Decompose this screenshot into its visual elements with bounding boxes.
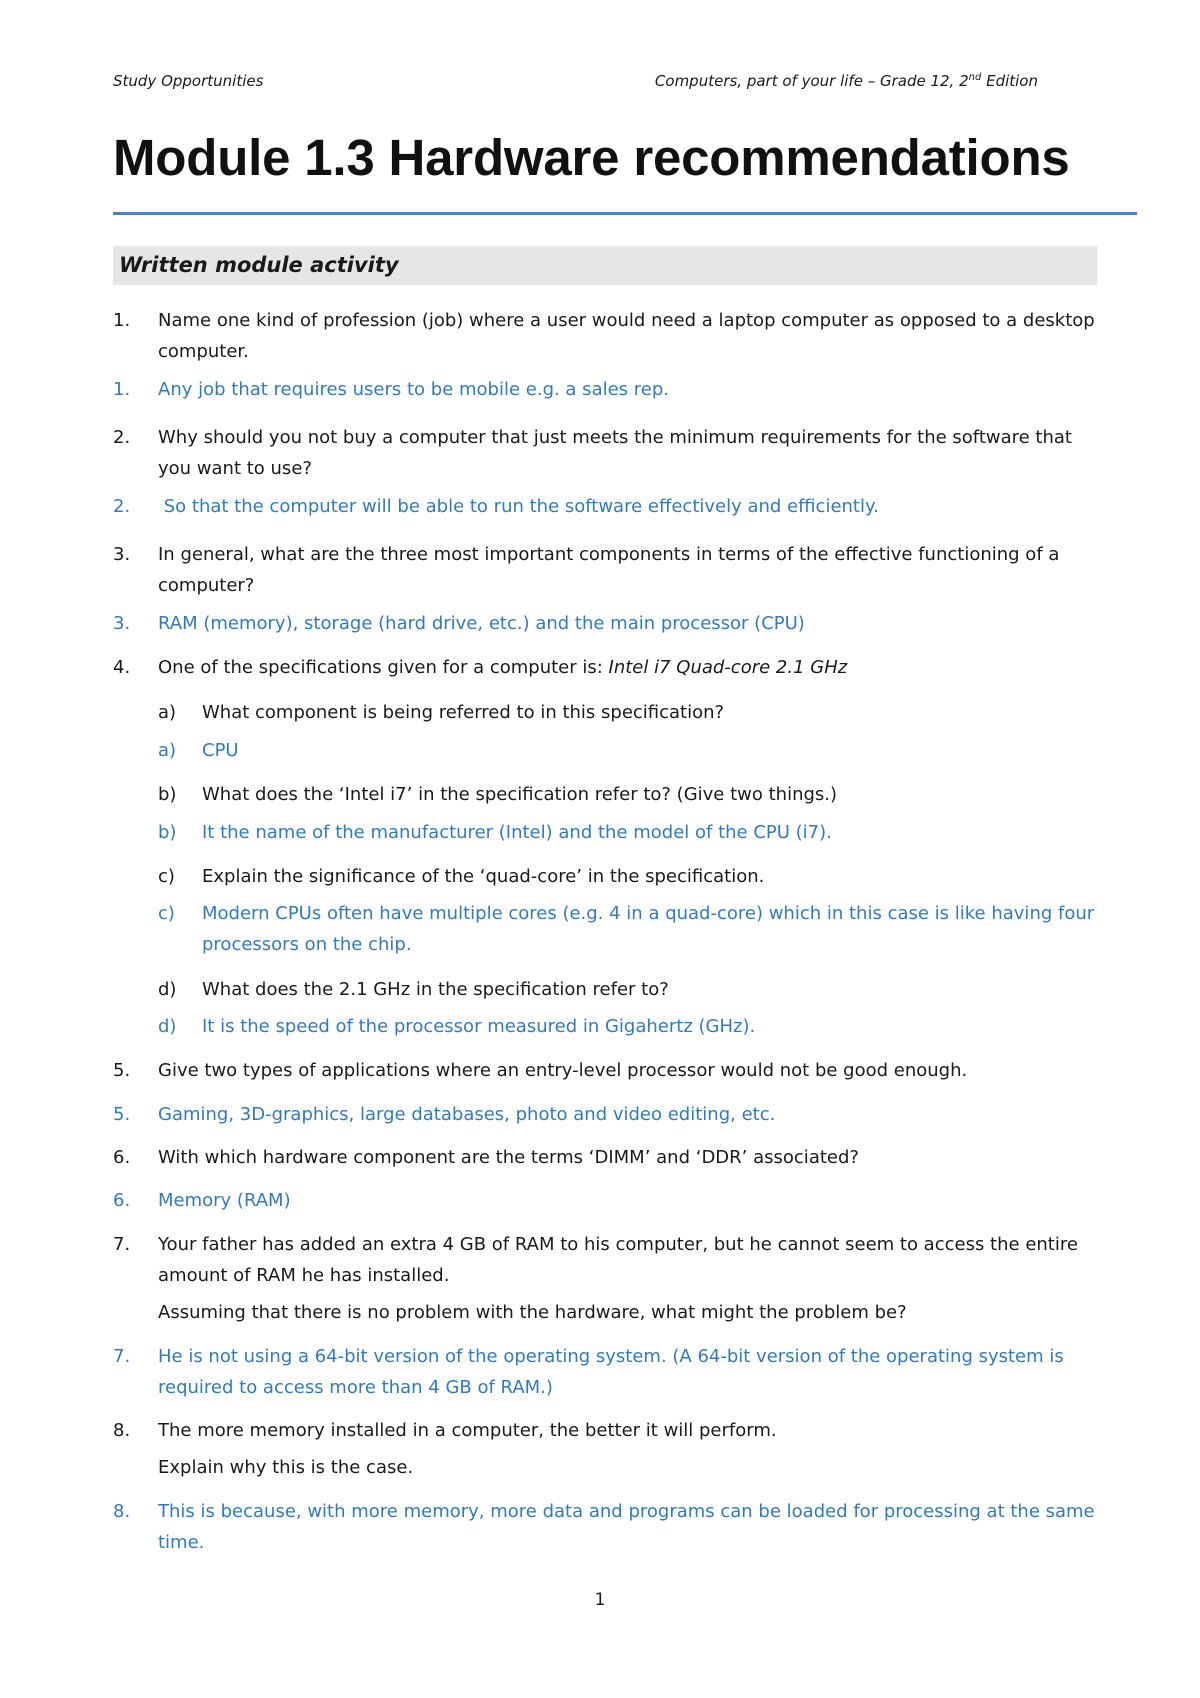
question-number: 3.: [113, 544, 131, 565]
question-text: Give two types of applications where an entry-level processor would not be good enough.: [158, 1060, 968, 1081]
answer-number: 3.: [113, 613, 131, 634]
subanswer-letter: c): [158, 903, 175, 924]
subquestion-letter: b): [158, 784, 177, 805]
question-text: [158, 652, 1106, 683]
page-number: 1: [594, 1590, 606, 1610]
section-heading: Written module activity: [119, 253, 399, 277]
answer-number: 7.: [113, 1346, 131, 1367]
question-number: 7.: [113, 1234, 131, 1255]
answer-number: 1.: [113, 379, 131, 400]
answer-text: So that the computer will be able to run the software effectively and efficiently.: [158, 496, 879, 517]
title-rule: [113, 212, 1137, 215]
question-text: The more memory installed in a computer, the better it will perform.: [158, 1420, 777, 1441]
subquestion-letter: a): [158, 702, 177, 723]
question-number: 6.: [113, 1147, 131, 1168]
subanswer-letter: b): [158, 822, 177, 843]
answer-text: This is because, with more memory, more data and programs can be loaded for processing at the same time.: [158, 1501, 1095, 1553]
subanswer-text: Modern CPUs often have multiple cores (e.g. 4 in a quad-core) which in this case is like having four processors on the chip.: [202, 903, 1095, 955]
question-text: Why should you not buy a computer that just meets the minimum requirements for the software that you want to use?: [158, 427, 1072, 479]
header-right: [655, 72, 1038, 90]
question-text: Your father has added an extra 4 GB of RAM to his computer, but he cannot seem to access the entire amount of RAM he has installed.: [158, 1234, 1078, 1286]
page-title: Module 1.3 Hardware recommendations: [113, 129, 1070, 186]
question-text: Name one kind of profession (job) where a user would need a laptop computer as opposed to a desktop computer.: [158, 310, 1095, 362]
question-number: 1.: [113, 310, 131, 331]
question-number: 4.: [113, 657, 131, 678]
subquestion-letter: d): [158, 979, 177, 1000]
answer-text: RAM (memory), storage (hard drive, etc.) and the main processor (CPU): [158, 613, 805, 634]
question-text-plain: One of the specifications given for a computer is:: [158, 657, 609, 678]
subquestion-text: What component is being referred to in this specification?: [202, 702, 725, 723]
header-left: Study Opportunities: [113, 72, 264, 90]
section-heading-box: [113, 246, 1097, 285]
answer-text: Memory (RAM): [158, 1190, 291, 1211]
subanswer-letter: d): [158, 1016, 177, 1037]
subanswer-text: It the name of the manufacturer (Intel) and the model of the CPU (i7).: [202, 822, 832, 843]
subanswer-text: It is the speed of the processor measured in Gigahertz (GHz).: [202, 1016, 756, 1037]
header-right-tail: Edition: [981, 72, 1038, 90]
subquestion-text: Explain the significance of the ‘quad-core’ in the specification.: [202, 866, 765, 887]
answer-number: 6.: [113, 1190, 131, 1211]
answer-text: Any job that requires users to be mobile e.g. a sales rep.: [158, 379, 669, 400]
answer-number: 8.: [113, 1501, 131, 1522]
subanswer-text: CPU: [202, 740, 239, 761]
question-text: With which hardware component are the terms ‘DIMM’ and ‘DDR’ associated?: [158, 1147, 859, 1168]
subanswer-letter: a): [158, 740, 177, 761]
answer-number: 5.: [113, 1104, 131, 1125]
header-right-sup: nd: [968, 72, 982, 83]
answer-text: He is not using a 64-bit version of the operating system. (A 64-bit version of the operating system is required to access more than 4 GB of RAM.): [158, 1346, 1064, 1398]
answer-number: 2.: [113, 496, 131, 517]
question-number: 8.: [113, 1420, 131, 1441]
question-text: Explain why this is the case.: [158, 1457, 414, 1478]
question-text: In general, what are the three most important components in terms of the effective functioning of a computer?: [158, 544, 1060, 596]
subquestion-letter: c): [158, 866, 175, 887]
subquestion-text: What does the 2.1 GHz in the specification refer to?: [202, 979, 669, 1000]
answer-text: Gaming, 3D-graphics, large databases, photo and video editing, etc.: [158, 1104, 776, 1125]
question-number: 5.: [113, 1060, 131, 1081]
question-number: 2.: [113, 427, 131, 448]
question-text: Assuming that there is no problem with the hardware, what might the problem be?: [158, 1302, 907, 1323]
subquestion-text: What does the ‘Intel i7’ in the specification refer to? (Give two things.): [202, 784, 838, 805]
header-right-main: Computers, part of your life – Grade 12, 2: [654, 72, 969, 90]
question-spec-italic: Intel i7 Quad-core 2.1 GHz: [608, 657, 848, 678]
